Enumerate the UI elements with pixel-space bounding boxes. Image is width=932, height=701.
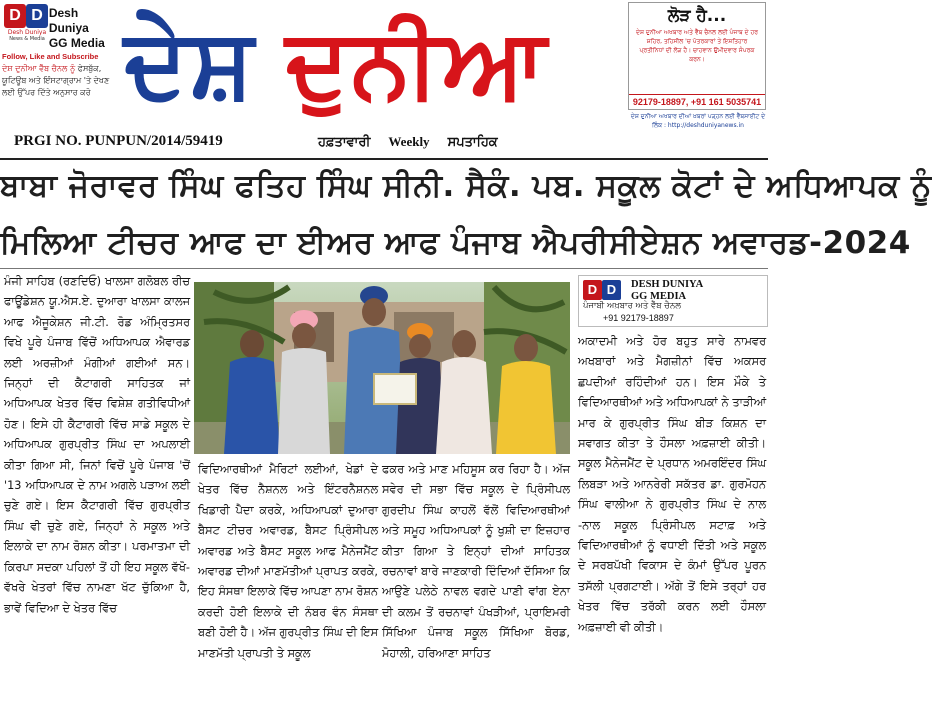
dd-logo-icon: D D Desh Duniya News & Media xyxy=(2,2,47,46)
masthead xyxy=(0,0,768,134)
brand-logo-block xyxy=(2,2,114,132)
website-link-note: ਦੇਸ਼ ਦੁਨੀਆ ਅਖਬਾਰ ਦੀਆਂ ਖ਼ਬਰਾਂ ਪੜ੍ਹਨ ਲਈ ਵੈੱਬਸਾਈਟ ਦੇ ਲਿੰਕ : http://deshduniyanews.in xyxy=(630,113,766,129)
registration-number: PRGI NO. PUNPUN/2014/59419 xyxy=(14,133,223,149)
follow-text-pa: ਦੇਸ਼ ਦੁਨੀਆ ਵੈੱਬ ਚੈਨਲ ਨੂੰ ਫੇਸਬੁੱਕ, ਯੂਟਿਊਬ ਅਤੇ ਇੰਸਟਾਗ੍ਰਾਮ 'ਤੇ ਦੇਖਣ ਲਈ ਉੱਪਰ ਦਿੱਤੇ ਅਨੁਸਾਰ ਕਰੋ xyxy=(2,64,110,97)
ad-tagline: ਪੰਜਾਬੀ ਅਖ਼ਬਾਰ ਅਤੇ ਵੈੱਬ ਚੈਨਲ xyxy=(583,301,682,311)
brand-name: Desh Duniya GG Media xyxy=(48,6,105,50)
headline-line-2: ਮਿਲਿਆ ਟੀਚਰ ਆਫ ਦਾ ਈਅਰ ਆਫ ਪੰਜਾਬ ਐਪਰੀਸੀਏਸ਼ਨ ਅਵਾਰਡ-2024 xyxy=(0,225,911,261)
newspaper-title xyxy=(124,8,548,118)
headline-line-1: ਬਾਬਾ ਜੋਰਾਵਰ ਸਿੰਘ ਫਤਿਹ ਸਿੰਘ ਸੀਨੀ. ਸੈਕੰ. ਪਬ. ਸਕੂਲ ਕੋਟਾਂ ਦੇ ਅਧਿਆਪਕ ਨੂੰ xyxy=(0,168,932,204)
wanted-phone: 92179-18897, +91 161 5035741 xyxy=(629,94,765,109)
wanted-text: ਦੇਸ਼ ਦੁਨੀਆ ਅਖਬਾਰ ਅਤੇ ਵੈੱਬ ਚੈਨਲ ਲਈ ਪੰਜਾਬ ਦੇ ਹਰ ਸ਼ਹਿਰ, ਤਹਿਸੀਲ 'ਚ ਪੱਤਰਕਾਰਾਂ ਤੇ ਇਸ਼ਤਿਹਾਰ ਪ੍ਰਤੀਨਿਧਾਂ ਦੀ ਲੋੜ ਹੈ। ਚਾਹਵਾਨ ਉਮੀਦਵਾਰ ਸੰਪਰਕ ਕਰਨ। xyxy=(636,29,758,63)
desh-duniya-ad xyxy=(578,275,768,327)
ad-phone: +91 92179-18897 xyxy=(603,313,674,323)
wanted-heading: ਲੋੜ ਹੈ... xyxy=(667,6,727,26)
ad-brand-name: DESH DUNIYA GG MEDIA xyxy=(631,279,704,302)
follow-text-en: Follow, Like and Subscribe xyxy=(2,52,99,61)
wanted-ad-box xyxy=(628,2,766,110)
article-column-mid-b: ਫਕਰ ਅਤੇ ਮਾਣ ਮਹਿਸੂਸ ਕਰ ਰਿਹਾ ਹੈ। ਅੱਜ ਸਵੇਰ ਦੀ ਸਭਾ ਵਿੱਚ ਸਕੂਲ ਦੇ ਪ੍ਰਿੰਸੀਪਲ ਗੁਰਦੀਪ ਸਿੰਘ ਕਾਹਲੋਂ ਵੱਲੋਂ ਵਿਦਿਆਰਥੀਆਂ ਅਤੇ ਸਮੂਹ ਅਧਿਆਪਕਾਂ ਨੂੰ ਖੁਸ਼ੀ ਦਾ ਇਜ਼ਹਾਰ ਕੀਤਾ ਗਿਆ ਤੇ ਇਨ੍ਹਾਂ ਦੀਆਂ ਸਾਹਿਤਕ ਰਚਨਾਵਾਂ ਬਾਰੇ ਜਾਣਕਾਰੀ ਦਿੰਦਿਆਂ ਦੱਸਿਆ ਕਿ ਆਉਣੇ ਪਲੇਠੇ ਨਾਵਲ ਵਗਦੇ ਪਾਣੀ ਵਾਂਗ ਏਨਾ ਦੀ ਕਲਮ ਤੋਂ ਰਚਨਾਵਾਂ ਪੰਖੜੀਆਂ, ਪ੍ਰਾਇਮਰੀ ਸਿੱਖਿਆ ਪੰਜਾਬ ਸਕੂਲ ਸਿੱਖਿਆ ਬੋਰਡ, ਮੋਹਾਲੀ, ਹਰਿਆਣਾ ਸਾਹਿਤ xyxy=(382,463,570,660)
award-group-photo xyxy=(194,282,570,454)
dd-ad-logo-icon: D D xyxy=(583,280,623,308)
title-word-desh: ਦੇਸ਼ xyxy=(124,7,256,119)
article-column-right: ਅਕਾਦਮੀ ਅਤੇ ਹੋਰ ਬਹੁਤ ਸਾਰੇ ਨਾਮਵਰ ਅਖਬਾਰਾਂ ਅਤੇ ਮੈਗਜ਼ੀਨਾਂ ਵਿੱਚ ਅਕਸਰ ਛਪਦੀਆਂ ਰਹਿੰਦੀਆਂ ਹਨ। ਇਸ ਮੌਕੇ ਤੇ ਵਿਦਿਆਰਥੀਆਂ ਅਤੇ ਅਧਿਆਪਕਾਂ ਨੇ ਤਾੜੀਆਂ ਮਾਰ ਕੇ ਗੁਰਪ੍ਰੀਤ ਸਿੰਘ ਬੀੜ ਕਿਸ਼ਨ ਦਾ ਸਵਾਗਤ ਕੀਤਾ ਤੇ ਹੌਸਲਾ ਅਫ਼ਜ਼ਾਈ ਕੀਤੀ। ਸਕੂਲ ਮੈਨੇਜਮੈਂਟ ਦੇ ਪ੍ਰਧਾਨ ਅਮਰਇੰਦਰ ਸਿੰਘ ਲਿਬੜਾ ਅਤੇ ਆਨਰੇਰੀ ਸਕੱਤਰ ਡਾ. ਗੁਰਮੋਹਨ ਸਿੰਘ ਵਾਲੀਆ ਨੇ ਗੁਰਪ੍ਰੀਤ ਸਿੰਘ ਦੇ ਨਾਲ -ਨਾਲ ਸਕੂਲ ਪ੍ਰਿੰਸੀਪਲ ਸਟਾਫ਼ ਅਤੇ ਵਿਦਿਆਰਥੀਆਂ ਨੂੰ ਵਧਾਈ ਦਿੱਤੀ ਅਤੇ ਸਕੂਲ ਦੇ ਸਰਬਪੱਖੀ ਵਿਕਾਸ ਦੇ ਕੰਮਾਂ ਉੱਪਰ ਪੂਰਨ ਤਸੱਲੀ ਪ੍ਰਗਟਾਈ। ਅੱਗੇ ਤੋਂ ਇਸੇ ਤਰ੍ਹਾਂ ਹਰ ਖੇਤਰ ਵਿੱਚ ਤਰੱਕੀ ਕਰਨ ਲਈ ਹੌਸਲਾ ਅਫ਼ਜ਼ਾਈ ਵੀ ਕੀਤੀ। xyxy=(578,335,766,634)
title-word-duniya: ਦੁਨੀਆ xyxy=(285,7,549,119)
photo-illustration xyxy=(194,282,570,454)
masthead-divider xyxy=(0,158,768,160)
article-column-mid-a: ਵਿਦਿਆਰਥੀਆਂ ਮੈਰਿਟਾਂ ਲਈਆਂ, ਖੇਡਾਂ ਦੇ ਖੇਤਰ ਵਿੱਚ ਨੈਸ਼ਨਲ ਅਤੇ ਇੰਟਰਨੈਸ਼ਨਲ ਖਿਡਾਰੀ ਪੈਦਾ ਕਰਕੇ, ਅਧਿਆਪਕਾਂ ਦੁਆਰਾ ਬੈਸਟ ਟੀਚਰ ਅਵਾਰਡ, ਬੈਸਟ ਪ੍ਰਿੰਸੀਪਲ ਅਵਾਰਡ ਅਤੇ ਬੈਸਟ ਸਕੂਲ ਆਫ ਮੈਨੇਜਮੈਂਟ ਅਵਾਰਡ ਦੀਆਂ ਮਾਣਮੱਤੀਆਂ ਪ੍ਰਾਪਤ ਕਰਕੇ, ਇਹ ਸੰਸਥਾ ਇਲਾਕੇ ਵਿੱਚ ਆਪਣਾ ਨਾਮ ਰੋਸ਼ਨ ਕਰਦੀ ਹੋਈ ਇਲਾਕੇ ਦੀ ਨੰਬਰ ਵੰਨ ਸੰਸਥਾ ਬਣੀ ਹੋਈ ਹੈ। ਅੱਜ ਗੁਰਪ੍ਰੀਤ ਸਿੰਘ ਦੀ ਇਸ ਮਾਣਮੱਤੀ ਪ੍ਰਾਪਤੀ ਤੇ ਸਕੂਲ xyxy=(198,463,378,660)
article-column-left: ਮੰਜੀ ਸਾਹਿਬ (ਰਣਦਿਓ) ਖਾਲਸਾ ਗਲੋਬਲ ਰੀਚ ਫਾਊਂਡੇਸ਼ਨ ਯੂ.ਐਸ.ਏ. ਦੁਆਰਾ ਖਾਲਸਾ ਕਾਲਜ ਆਫ ਐਜੂਕੇਸ਼ਨ ਜੀ.ਟੀ. ਰੋਡ ਅੰਮ੍ਰਿਤਸਰ ਵਿਖੇ ਪੂਰੇ ਪੰਜਾਬ ਵਿੱਚੋਂ ਅਧਿਆਪਕ ਐਵਾਰਡ ਲਈ ਅਰਜ਼ੀਆਂ ਮੰਗੀਆਂ ਗਈਆਂ ਸਨ। ਜਿਨ੍ਹਾਂ ਦੀ ਕੈਟਾਗਰੀ ਸਾਹਿਤਕ ਜਾਂ ਅਧਿਆਪਕ ਖੇਤਰ ਵਿੱਚ ਵਿਸ਼ੇਸ਼ ਗਤੀਵਿਧੀਆਂ ਹੋਣ। ਇਸੇ ਹੀ ਕੈਟਾਗਰੀ ਵਿੱਚ ਸਾਡੇ ਸਕੂਲ ਦੇ ਅਧਿਆਪਕ ਗੁਰਪ੍ਰੀਤ ਸਿੰਘ ਦਾ ਅਪਲਾਈ ਕੀਤਾ ਗਿਆ ਸੀ, ਜਿਨਾਂ ਵਿਚੋਂ ਪੂਰੇ ਪੰਜਾਬ 'ਚੋਂ '13 ਅਧਿਆਪਕ ਦੇ ਨਾਮ ਅਗਲੇ ਪੜਾਅ ਲਈ ਚੁਣੇ ਗਏ। ਇਸ ਕੈਟਾਗਰੀ ਵਿੱਚ ਗੁਰਪ੍ਰੀਤ ਸਿੰਘ ਵੀ ਚੁਣੇ ਗਏ, ਜਿਨ੍ਹਾਂ ਨੇ ਸਕੂਲ ਅਤੇ ਇਲਾਕੇ ਦਾ ਨਾਮ ਰੋਸ਼ਨ ਕੀਤਾ। ਪਰਮਾਤਮਾ ਦੀ ਕਿਰਪਾ ਸਦਕਾ ਪਹਿਲਾਂ ਤੋਂ ਹੀ ਇਹ ਸਕੂਲ ਵੱਖੋ- ਵੱਖਰੇ ਖੇਤਰਾਂ ਵਿੱਚ ਨਾਮਣਾ ਖੱਟ ਚੁੱਕਿਆ ਹੈ, ਭਾਵੇਂ ਵਿਦਿਆ ਦੇ ਖੇਤਰ ਵਿੱਚ xyxy=(4,275,190,615)
headline-divider xyxy=(0,268,768,269)
weekly-label: ਹਫ਼ਤਾਵਾਰੀ Weekly ਸਪਤਾਹਿਕ xyxy=(318,134,498,150)
